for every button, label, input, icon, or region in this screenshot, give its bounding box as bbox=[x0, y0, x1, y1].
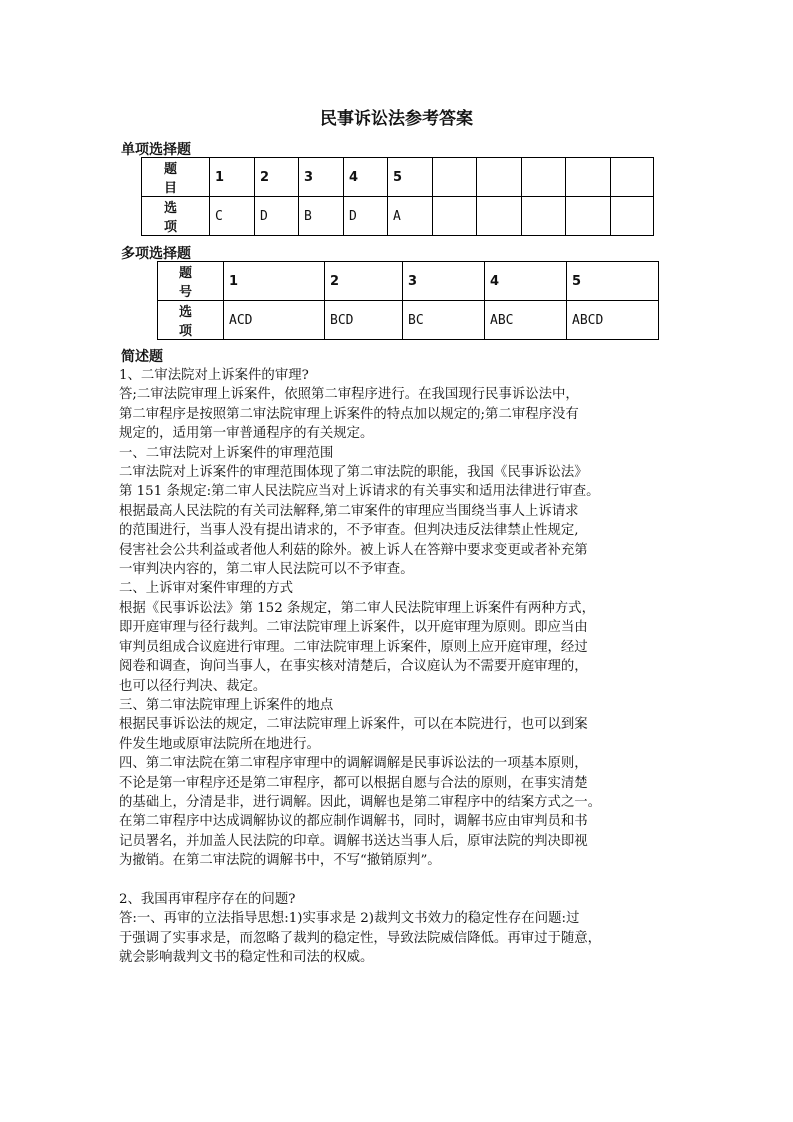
single-choice-answer-row bbox=[142, 197, 654, 236]
text-line: 侵害社会公共利益或者他人利菇的除外。被上诉人在答辩中要求变更或者补充第 bbox=[119, 542, 588, 558]
table-cell: BC bbox=[403, 301, 485, 340]
text-line: 的范围进行，当事人没有提出请求的，不予审查。但判决违反法律禁止性规定, bbox=[119, 523, 579, 539]
table-cell: D bbox=[344, 197, 388, 236]
text-line: 根据最高人民法院的有关司法解释,第二审案件的审理应当围绕当事人上诉请求 bbox=[119, 503, 579, 519]
multi-choice-heading: 多项选择题 bbox=[121, 246, 191, 262]
table-cell: C bbox=[210, 197, 255, 236]
table-cell: A bbox=[388, 197, 433, 236]
table-cell: 3 bbox=[299, 158, 344, 197]
table-cell bbox=[566, 197, 611, 236]
text-line: 答:一、再审的立法指导思想:1)实事求是 2)裁判文书效力的稳定性存在问题:过 bbox=[119, 911, 580, 927]
text-line: 1、二审法院对上诉案件的审理? bbox=[119, 368, 309, 383]
text-line: 也可以径行判决、裁定。 bbox=[119, 678, 267, 694]
table-cell bbox=[522, 197, 566, 236]
multi-choice-table bbox=[157, 261, 659, 340]
short-answer-heading: 简述题 bbox=[121, 349, 163, 365]
table-cell: ABC bbox=[485, 301, 567, 340]
text-line: 就会影响裁判文书的稳定性和司法的权威。 bbox=[119, 950, 374, 966]
text-line: 三、第二审法院审理上诉案件的地点 bbox=[119, 697, 334, 713]
row-label: 选 项 bbox=[142, 197, 210, 236]
text-line: 审判员组成合议庭进行审理。二审法院审理上诉案件，原则上应开庭审理，经过 bbox=[119, 639, 588, 655]
text-line: 二审法院对上诉案件的审理范围体现了第二审法院的职能，我国《民事诉讼法》 bbox=[119, 465, 588, 481]
text-line: 第 151 条规定:第二审人民法院应当对上诉请求的有关事实和适用法律进行审查。 bbox=[119, 484, 600, 500]
text-line: 于强调了实事求是，而忽略了裁判的稳定性，导致法院威信降低。再审过于随意， bbox=[119, 930, 602, 946]
table-cell bbox=[477, 158, 522, 197]
text-line: 根据《民事诉讼法》第 152 条规定，第二审人民法院审理上诉案件有两种方式， bbox=[119, 600, 595, 616]
text-line: 一审判决内容的，第二审人民法院可以不予审查。 bbox=[119, 562, 414, 578]
table-cell: BCD bbox=[325, 301, 403, 340]
table-cell bbox=[522, 158, 566, 197]
table-cell bbox=[477, 197, 522, 236]
text-line: 的基础上，分清是非，进行调解。因此，调解也是第二审程序中的结案方式之一。 bbox=[119, 794, 602, 810]
table-cell: ACD bbox=[224, 301, 325, 340]
document-title: 民事诉讼法参考答案 bbox=[320, 109, 473, 129]
table-cell: B bbox=[299, 197, 344, 236]
table-cell bbox=[433, 197, 477, 236]
row-label: 题 目 bbox=[142, 158, 210, 197]
blank-line bbox=[119, 871, 679, 890]
text-line: 第二审程序是按照第二审法院审理上诉案件的特点加以规定的;第二审程序没有 bbox=[119, 406, 579, 422]
table-cell: 4 bbox=[485, 262, 567, 301]
single-choice-heading: 单项选择题 bbox=[121, 142, 191, 158]
text-line: 二、上诉审对案件审理的方式 bbox=[119, 581, 294, 597]
table-cell: 5 bbox=[388, 158, 433, 197]
text-line: 为撤销。在第二审法院的调解书中，不写“撤销原判”。 bbox=[119, 853, 441, 869]
text-line: 规定的，适用第一审普通程序的有关规定。 bbox=[119, 426, 374, 442]
text-line: 在第二审程序中达成调解协议的都应制作调解书，同时，调解书应由审判员和书 bbox=[119, 814, 588, 830]
multi-choice-number-row bbox=[158, 262, 659, 301]
table-cell bbox=[566, 158, 611, 197]
table-cell: ABCD bbox=[567, 301, 659, 340]
table-cell: 1 bbox=[224, 262, 325, 301]
short-answer-body bbox=[119, 366, 679, 968]
table-cell: 3 bbox=[403, 262, 485, 301]
multi-choice-answer-row bbox=[158, 301, 659, 340]
table-cell bbox=[611, 197, 654, 236]
text-line: 根据民事诉讼法的规定，二审法院审理上诉案件，可以在本院进行，也可以到案 bbox=[119, 717, 588, 733]
text-line: 阅卷和调查，询问当事人，在事实核对清楚后，合议庭认为不需要开庭审理的， bbox=[119, 659, 588, 675]
table-cell: 5 bbox=[567, 262, 659, 301]
table-cell: 2 bbox=[325, 262, 403, 301]
text-line: 记员署名，并加盖人民法院的印章。调解书送达当事人后，原审法院的判决即视 bbox=[119, 833, 588, 849]
single-choice-table bbox=[141, 157, 654, 236]
text-line: 2、我国再审程序存在的问题? bbox=[119, 891, 296, 907]
text-line: 一、二审法院对上诉案件的审理范围 bbox=[119, 445, 334, 461]
table-cell: 2 bbox=[255, 158, 299, 197]
table-cell: 1 bbox=[210, 158, 255, 197]
text-line: 即开庭审理与径行裁判。二审法院审理上诉案件，以开庭审理为原则。即应当由 bbox=[119, 620, 588, 636]
row-label: 选 项 bbox=[158, 301, 224, 340]
table-cell bbox=[433, 158, 477, 197]
text-line: 答;二审法院审理上诉案件，依照第二审程序进行。在我国现行民事诉讼法中， bbox=[119, 387, 579, 403]
table-cell: 4 bbox=[344, 158, 388, 197]
row-label: 题 号 bbox=[158, 262, 224, 301]
text-line: 不论是第一审程序还是第二审程序，都可以根据自愿与合法的原则，在事实清楚 bbox=[119, 775, 588, 791]
table-cell bbox=[611, 158, 654, 197]
text-line: 四、第二审法院在第二审程序审理中的调解调解是民事诉讼法的一项基本原则， bbox=[119, 756, 588, 772]
text-line: 件发生地或原审法院所在地进行。 bbox=[119, 736, 320, 752]
table-cell: D bbox=[255, 197, 299, 236]
single-choice-number-row bbox=[142, 158, 654, 197]
